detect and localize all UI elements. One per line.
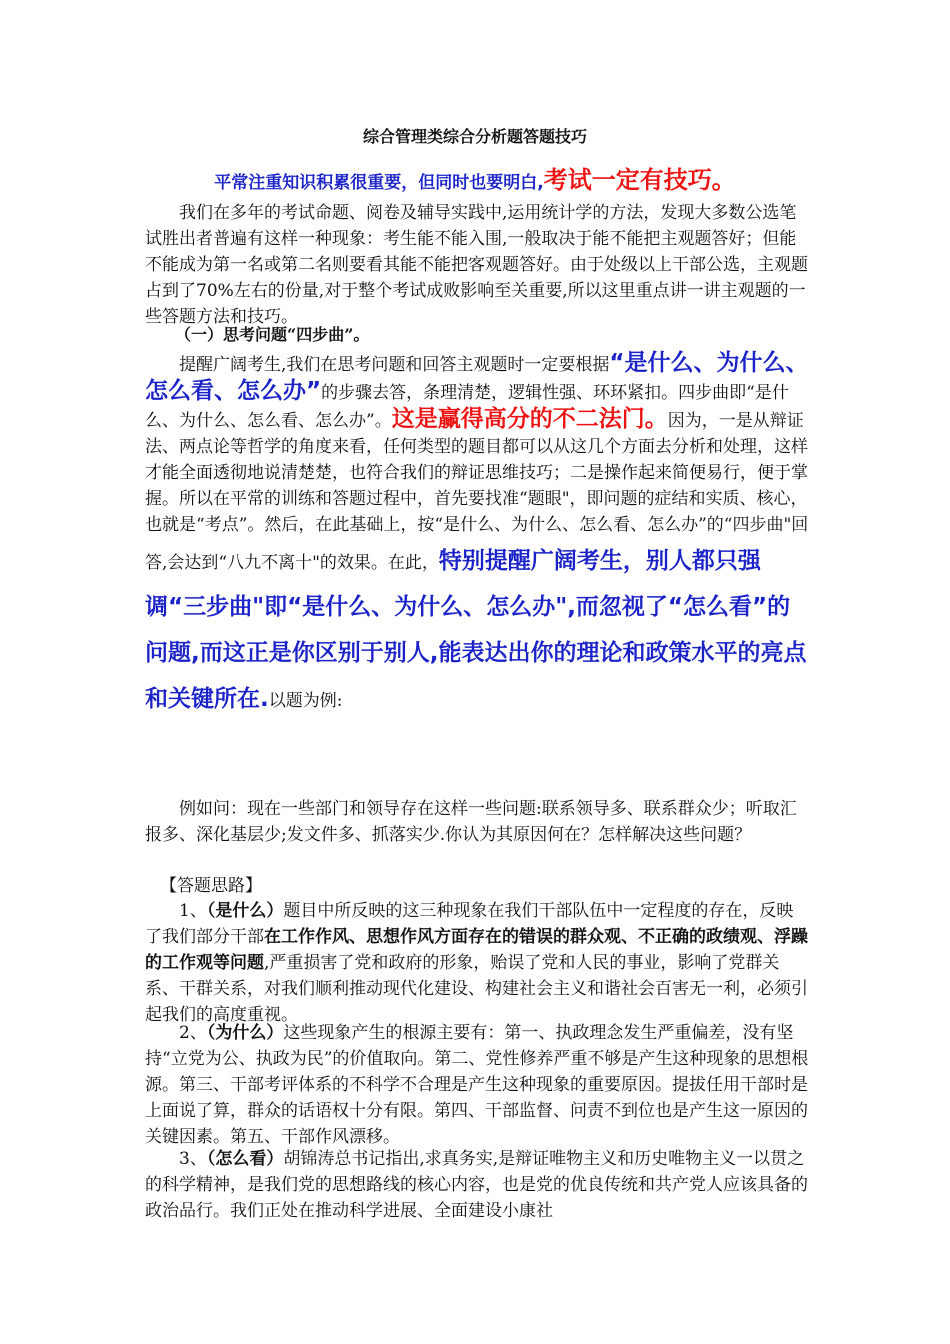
four-steps-emphasis: “是什么、为什么、怎么看、怎么办”	[145, 350, 809, 404]
answer-item-3	[145, 1146, 810, 1224]
item1-bold-text: 在工作作风、思想作风方面存在的错误的群众观、不正确的政绩观、浮躁的工作观等问题	[145, 927, 808, 973]
four-steps-text-4: 以题为例:	[268, 691, 343, 711]
four-steps-text-1: 提醒广阔考生,我们在思考问题和回答主观题时一定要根据	[179, 355, 610, 375]
item2-label: （为什么）	[206, 1023, 284, 1043]
document-title: 综合管理类综合分析题答题技巧	[362, 127, 587, 146]
intro-paragraph: 我们在多年的考试命题、阅卷及辅导实践中,运用统计学的方法，发现大多数公选笔试胜出者普遍有这样一种现象：考生能不能入围,一般取决于能不能把主观题答好；但能不能成为第一名或第二名则要看其能不能把客观题答好。由于处级以上干部公选，主观题占到了70%左右的份量,对于整个考试成败影响至关重要,所以这里重点讲一讲主观题的一些答题方法和技巧。	[145, 203, 808, 327]
answer-heading: 【答题思路】	[160, 876, 262, 896]
item3-label: （怎么看）	[206, 1149, 284, 1169]
four-steps-key-point: 这是赢得高分的不二法门。	[391, 406, 668, 432]
item3-text: 胡锦涛总书记指出,求真务实,是辩证唯物主义和历史唯物主义一以贯之的科学精神，是我们党的思想路线的核心内容，也是党的优良传统和共产党人应该具备的政治品行。我们正处在推动科学进展、全面建设小康社	[145, 1149, 808, 1221]
item2-text: 这些现象产生的根源主要有：第一、执政理念发生严重偏差，没有坚持“立党为公、执政为民”的价值取向。第二、党性修养严重不够是产生这种现象的思想根源。第三、干部考评体系的不科学不合理是产生这种现象的重要原因。提拔任用干部时是上面说了算，群众的话语权十分有限。第四、干部监督、问责不到位也是产生这一原因的关键因素。第五、干部作风漂移。	[145, 1023, 809, 1147]
example-question: 例如问：现在一些部门和领导存在这样一些问题:联系领导多、联系群众少；听取汇报多、深化基层少;发文件多、抓落实少.你认为其原因何在？怎样解决这些问题？	[145, 799, 797, 845]
item3-number: 3、	[179, 1149, 207, 1169]
item1-number: 1、	[179, 901, 207, 921]
item2-number: 2、	[179, 1023, 207, 1043]
section1-heading: （一）思考问题“四步曲”。	[175, 325, 370, 344]
four-steps-text-3: 因为，一是从辩证法、两点论等哲学的角度来看，任何类型的题目都可以从这几个方面去分析和处理，这样才能全面透彻地说清楚楚，也符合我们的辩证思维技巧；二是操作起来简便易行，便于掌握。所以在平常的训练和答题过程中，首先要找准“题眼"，即问题的症结和实质、核心，也就是“考点”。然后，在此基础上，按“是什么、为什么、怎么看、怎么办”的“四步曲"回答,会达到“八九不离十"的效果。在此，	[145, 411, 809, 573]
four-steps-text-2: 的步骤去答，条理清楚，逻辑性强、环环紧扣。四步曲即“是什么、为什么、怎么看、怎么办”。	[145, 383, 789, 431]
slogan-part1: 平常注重知识积累很重要，但同时也要明白,	[214, 173, 544, 193]
answer-item-2	[145, 1020, 810, 1150]
four-steps-paragraph	[145, 350, 810, 722]
answer-item-1	[145, 898, 810, 1028]
slogan	[0, 160, 950, 195]
slogan-part2: 考试一定有技巧。	[543, 166, 736, 194]
item1-text-2: ,严重损害了党和政府的形象，贻误了党和人民的事业，影响了党群关系、干群关系，对我们顺利推动现代化建设、构建社会主义和谐社会百害无一利，必须引起我们的高度重视。	[145, 953, 808, 1025]
item1-label: （是什么）	[206, 901, 284, 921]
item1-text-1: 题目中所反映的这三种现象在我们干部队伍中一定程度的存在，反映了我们部分干部	[145, 901, 794, 947]
reminder-emphasis: 特别提醒广阔考生，别人都只强调“三步曲"即“是什么、为什么、怎么办",而忽视了“怎么看”的问题,而这正是你区别于别人,能表达出你的理论和政策水平的亮点和关键所在.	[145, 548, 807, 712]
